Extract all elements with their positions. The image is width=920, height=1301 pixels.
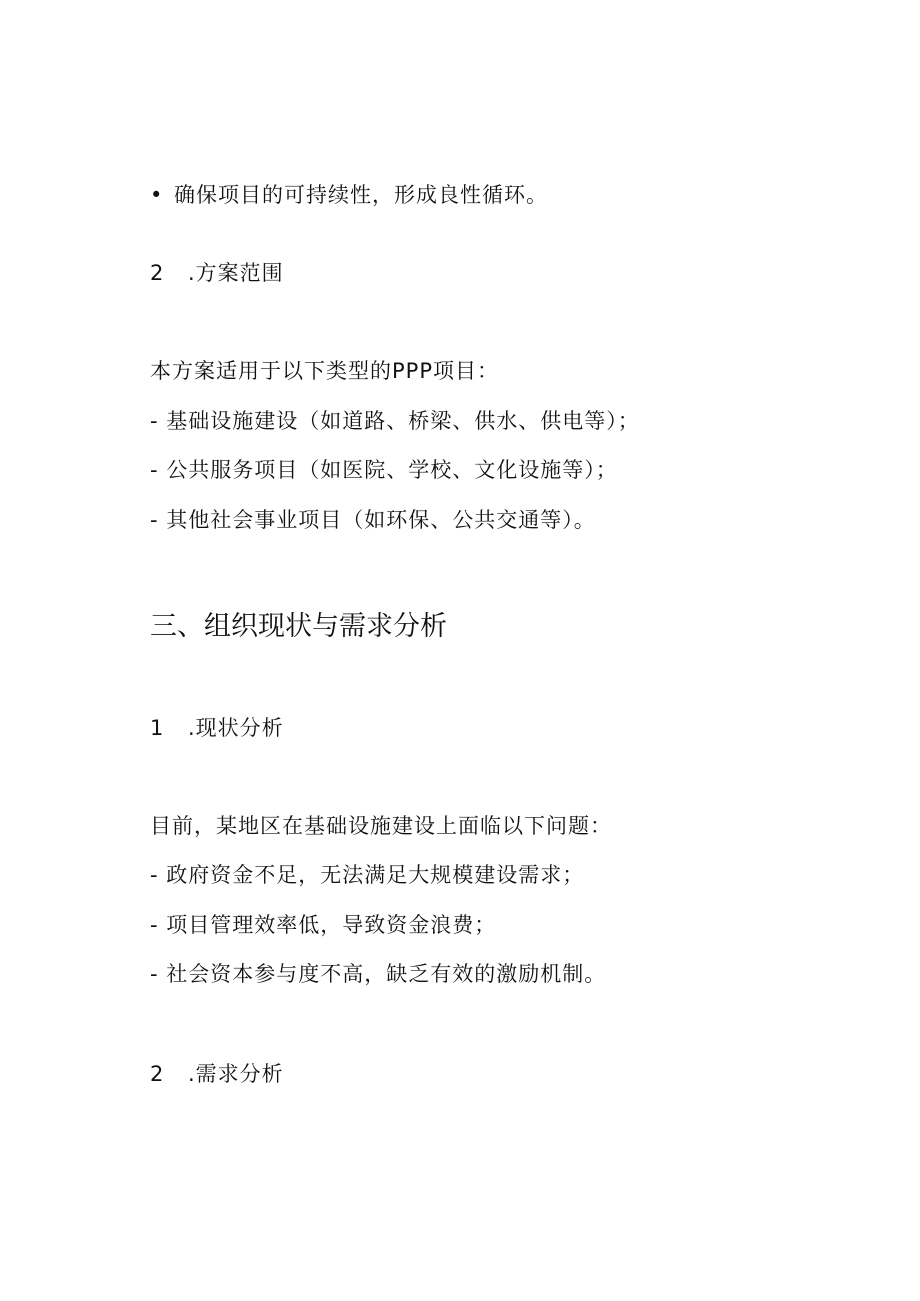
- heading-number: 2: [150, 1062, 165, 1086]
- list-item: - 公共服务项目（如医院、学校、文化设施等）；: [150, 458, 618, 482]
- section-heading-status: [150, 713, 284, 743]
- heading-title: .方案范围: [188, 261, 284, 285]
- list-item: - 基础设施建设（如道路、桥梁、供水、供电等）；: [150, 409, 640, 433]
- list-item: - 社会资本参与度不高，缺乏有效的激励机制。: [150, 962, 607, 986]
- heading-title: .需求分析: [188, 1062, 284, 1086]
- heading-number: 1: [150, 716, 165, 740]
- paragraph-scope-intro: 本方案适用于以下类型的PPP项目：: [150, 359, 499, 383]
- bullet-dot: •: [150, 183, 164, 207]
- section-heading-scope: [150, 258, 284, 288]
- list-item: - 政府资金不足，无法满足大规模建设需求；: [150, 863, 585, 887]
- paragraph-status-intro: 目前，某地区在基础设施建设上面临以下问题：: [150, 814, 612, 838]
- heading-number: 2: [150, 261, 165, 285]
- list-item: - 其他社会事业项目（如环保、公共交通等）。: [150, 508, 596, 532]
- bullet-text: 确保项目的可持续性，形成良性循环。: [174, 183, 548, 207]
- section-heading-demand: [150, 1059, 284, 1089]
- chapter-heading: 三、组织现状与需求分析: [150, 611, 447, 642]
- bullet-item: [150, 180, 548, 210]
- heading-title: .现状分析: [188, 716, 284, 740]
- list-item: - 项目管理效率低，导致资金浪费；: [150, 913, 497, 937]
